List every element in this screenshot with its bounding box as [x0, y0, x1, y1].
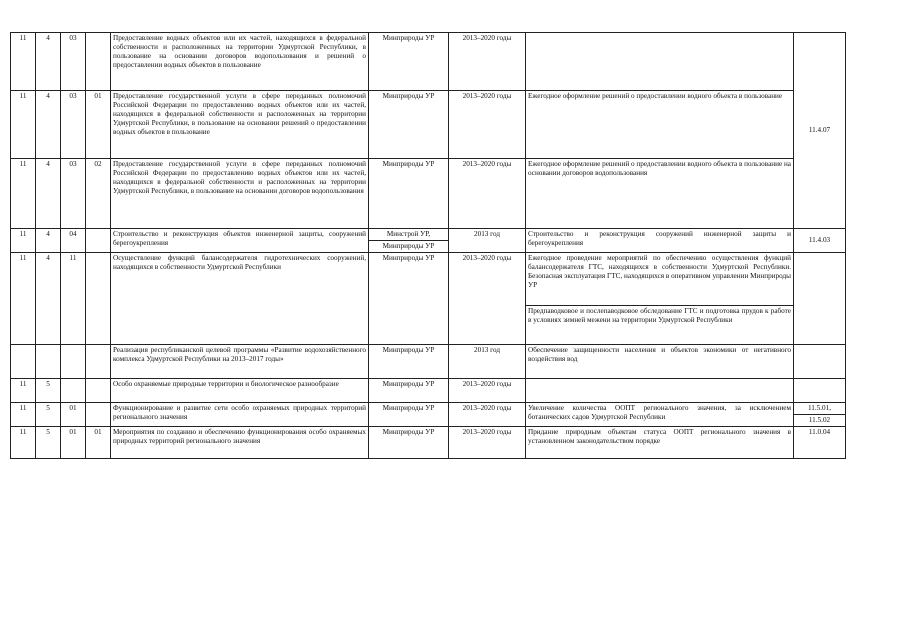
code-part-4 — [86, 403, 111, 427]
indicator-code: 11.4.07 — [794, 33, 846, 229]
activity-name: Строительство и реконструкция объектов инженерной защиты, сооружений берегоукрепления — [111, 229, 369, 253]
code-part-1: 11 — [11, 33, 36, 91]
executor: Минприроды УР — [369, 427, 449, 459]
code-part-1: 11 — [11, 379, 36, 403]
activity-name: Мероприятия по созданию и обеспечению функционирования особо охраняемых природных территорий регионального значения — [111, 427, 369, 459]
code-part-1 — [11, 345, 36, 379]
executor-line: Минстрой УР, — [386, 230, 431, 238]
code-part-4 — [86, 33, 111, 91]
expected-result — [526, 379, 794, 403]
code-part-2: 4 — [36, 229, 61, 253]
period: 2013–2020 годы — [449, 379, 526, 403]
table-row — [11, 91, 846, 159]
executor: Минприроды УР — [369, 91, 449, 159]
code-part-4 — [86, 379, 111, 403]
table-row — [11, 33, 846, 91]
code-part-3 — [61, 345, 86, 379]
code-part-1: 11 — [11, 91, 36, 159]
expected-result: Ежегодное оформление решений о предоставлении водного объекта в пользование на основании договоров водопользования — [526, 159, 794, 229]
code-part-3: 03 — [61, 159, 86, 229]
code-part-2: 4 — [36, 33, 61, 91]
code-part-1: 11 — [11, 253, 36, 345]
period: 2013 год — [449, 345, 526, 379]
expected-result: Увеличение количества ООПТ регионального значения, за исключением ботанических садов Удмуртской Республики — [526, 403, 794, 427]
code-part-1: 11 — [11, 403, 36, 427]
code-part-4: 02 — [86, 159, 111, 229]
code-part-3: 03 — [61, 91, 86, 159]
table-row — [11, 427, 846, 459]
code-part-4 — [86, 253, 111, 345]
code-part-2: 4 — [36, 91, 61, 159]
code-part-2: 5 — [36, 427, 61, 459]
period: 2013–2020 годы — [449, 403, 526, 427]
code-part-1: 11 — [11, 229, 36, 253]
program-table — [10, 32, 846, 459]
table-row — [11, 229, 846, 253]
code-part-2: 4 — [36, 253, 61, 345]
executor: Минприроды УР — [369, 345, 449, 379]
executor — [369, 229, 449, 253]
code-part-4 — [86, 229, 111, 253]
activity-name: Предоставление водных объектов или их частей, находящихся в федеральной собственности и расположенных на территории Удмуртской Республики, в пользование на основании договоров водопользования и решений о предоставлении водных объектов в пользование — [111, 33, 369, 91]
expected-result: Обеспечение защищенности населения и объектов экономики от негативного воздействия вод — [526, 345, 794, 379]
result-paragraph: Предпаводковое и послепаводковое обследование ГТС и подготовка прудов к работе в условиях зимней межени на территории Удмуртской Республики — [528, 307, 791, 324]
code-part-3: 04 — [61, 229, 86, 253]
table-row — [11, 379, 846, 403]
indicator-code — [794, 253, 846, 345]
table-row — [11, 159, 846, 229]
code-part-2: 5 — [36, 379, 61, 403]
code-part-4: 01 — [86, 91, 111, 159]
code-part-2: 4 — [36, 159, 61, 229]
indicator-code — [794, 379, 846, 403]
expected-result: Строительство и реконструкция сооружений инженерной защиты и берегоукрепления — [526, 229, 794, 253]
period: 2013–2020 годы — [449, 159, 526, 229]
period: 2013–2020 годы — [449, 91, 526, 159]
expected-result — [526, 33, 794, 91]
executor: Минприроды УР — [369, 253, 449, 345]
activity-name: Предоставление государственной услуги в сфере переданных полномочий Российской Федерации по предоставлению водных объектов или их частей, находящихся в федеральной собственности и расположенных на территории Удмуртской Республики, в пользование на основании договоров водопользования — [111, 159, 369, 229]
indicator-code-line: 11.5.01, — [807, 404, 832, 412]
executor: Минприроды УР — [369, 159, 449, 229]
table-row — [11, 253, 846, 345]
executor: Минприроды УР — [369, 33, 449, 91]
code-part-3 — [61, 379, 86, 403]
activity-name: Предоставление государственной услуги в сфере переданных полномочий Российской Федерации по предоставлению водных объектов или их частей, находящихся в федеральной собственности и расположенных на территории Удмуртской Республики, в пользование на основании решений о предоставлении водных объектов в пользование — [111, 91, 369, 159]
table-row — [11, 345, 846, 379]
indicator-code — [794, 345, 846, 379]
activity-name: Реализация республиканской целевой программы «Развитие водохозяйственного комплекса Удмуртской Республики на 2013–2017 годы» — [111, 345, 369, 379]
code-part-1: 11 — [11, 159, 36, 229]
code-part-1: 11 — [11, 427, 36, 459]
code-part-3: 11 — [61, 253, 86, 345]
indicator-code-line: 11.5.02 — [794, 414, 845, 426]
period: 2013 год — [449, 229, 526, 253]
code-part-2: 5 — [36, 403, 61, 427]
code-part-3: 03 — [61, 33, 86, 91]
executor-line: Минприроды УР — [369, 240, 448, 252]
activity-name: Осуществление функций балансодержателя гидротехнических сооружений, находящихся в собственности Удмуртской Республики — [111, 253, 369, 345]
code-part-3: 01 — [61, 403, 86, 427]
expected-result: Придание природным объектам статуса ООПТ регионального значения в установленном законодательством порядке — [526, 427, 794, 459]
expected-result: Ежегодное оформление решений о предоставлении водного объекта в пользование — [526, 91, 794, 159]
activity-name: Особо охраняемые природные территории и биологическое разнообразие — [111, 379, 369, 403]
indicator-code — [794, 403, 846, 427]
period: 2013–2020 годы — [449, 253, 526, 345]
code-part-4 — [86, 345, 111, 379]
code-part-3: 01 — [61, 427, 86, 459]
indicator-code: 11.4.03 — [794, 229, 846, 253]
code-part-2 — [36, 345, 61, 379]
table-row — [11, 403, 846, 427]
activity-name: Функционирование и развитие сети особо охраняемых природных территорий регионального значения — [111, 403, 369, 427]
executor: Минприроды УР — [369, 403, 449, 427]
indicator-code: 11.0.04 — [794, 427, 846, 459]
result-paragraph: Ежегодное проведение мероприятий по обеспечению осуществления функций балансодержателя ГТС, находящихся в собственности Удмуртской Республики. Безопасная эксплуатация ГТС, находящихся в оперативном управлении Минприроды УР — [528, 254, 791, 289]
executor: Минприроды УР — [369, 379, 449, 403]
period: 2013–2020 годы — [449, 427, 526, 459]
code-part-4: 01 — [86, 427, 111, 459]
period: 2013–2020 годы — [449, 33, 526, 91]
expected-result — [526, 253, 794, 345]
